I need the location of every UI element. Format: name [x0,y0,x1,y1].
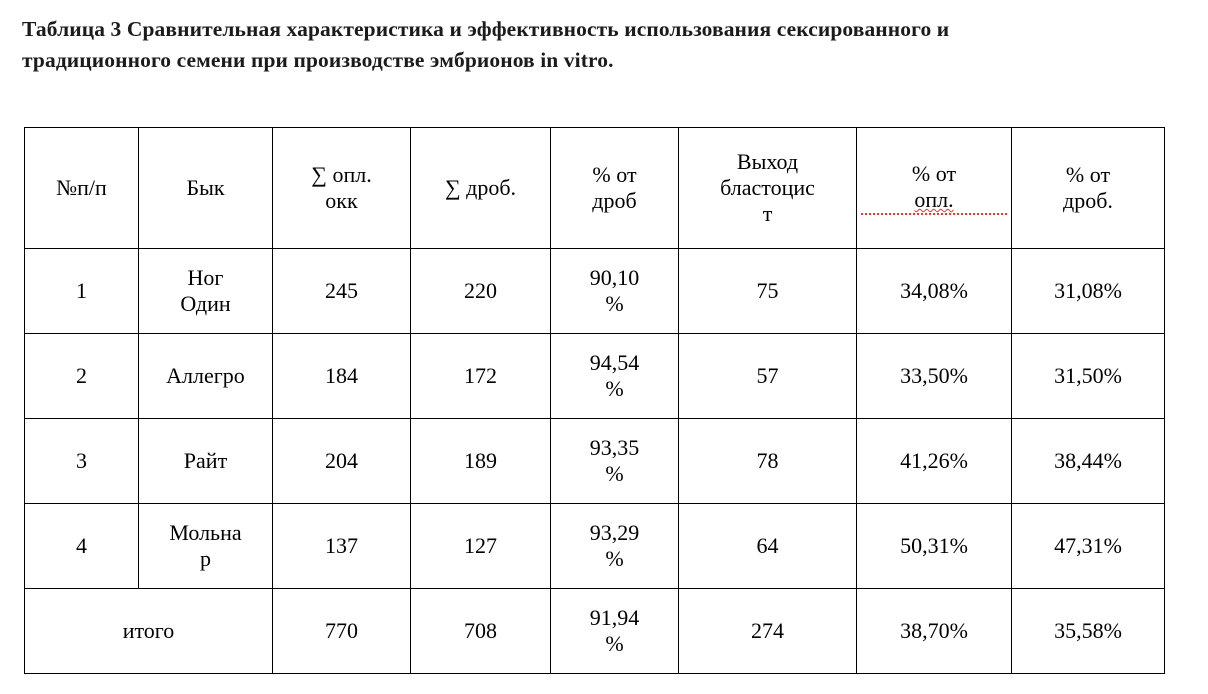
cell-bull [139,504,273,589]
table-row [25,334,1165,419]
cell-percent-from-cleaved: 31,08% [1012,249,1165,334]
cell-percent-of-cleaved-value: 90,10 [589,265,640,291]
cell-total-percent-from-fertilized: 38,70% [857,589,1012,674]
header-cell-sum-fertilized [273,128,411,249]
cell-percent-from-fertilized: 50,31% [857,504,1012,589]
cell-percent-from-fertilized: 33,50% [857,334,1012,419]
cell-bull-line-1: Ног [187,265,224,291]
table-container [22,127,1186,674]
cell-percent-from-cleaved: 47,31% [1012,504,1165,589]
cell-sum-fertilized: 184 [273,334,411,419]
cell-percent-of-cleaved [551,419,679,504]
header-label-percent-of-fertilized-1: % от [911,161,957,187]
cell-bull-line-2: р [200,546,211,572]
header-cell-sum-cleaved [411,128,551,249]
cell-total-label: итого [25,589,273,674]
cell-blastocysts: 78 [679,419,857,504]
cell-sum-cleaved: 189 [411,419,551,504]
cell-number: 4 [25,504,139,589]
cell-sum-cleaved: 127 [411,504,551,589]
cell-percent-of-cleaved [551,504,679,589]
header-label-blastocyst-1: Выход [736,149,799,175]
header-label-percent-of-cleaved-2: дроб [592,188,637,214]
cell-percent-from-cleaved: 31,50% [1012,334,1165,419]
cell-total-percent-value: 91,94 [589,605,640,631]
cell-percent-of-cleaved [551,249,679,334]
comparison-table [24,127,1165,674]
cell-percent-of-cleaved-sign: % [605,546,624,572]
cell-total-percent-from-cleaved: 35,58% [1012,589,1165,674]
cell-sum-fertilized: 137 [273,504,411,589]
table-row [25,419,1165,504]
cell-percent-of-cleaved-value: 93,29 [589,520,640,546]
caption-line-2: традиционного семени при производстве эмбрионов in vitro. [22,47,614,72]
cell-total-percent-sign: % [605,631,624,657]
header-cell-percent-of-cleaved-2 [1012,128,1165,249]
cell-percent-of-cleaved-value: 93,35 [589,435,640,461]
header-cell-number [25,128,139,249]
cell-sum-fertilized: 245 [273,249,411,334]
table-body [25,249,1165,674]
cell-bull-line-1: Мольна [169,520,242,546]
cell-total-sum-fertilized: 770 [273,589,411,674]
header-row [25,128,1165,249]
header-label-blastocyst-2: бластоцис [720,175,815,201]
header-label-percent-of-fertilized-2: опл. [861,187,1007,215]
cell-percent-from-fertilized: 34,08% [857,249,1012,334]
header-cell-bull [139,128,273,249]
cell-sum-fertilized: 204 [273,419,411,504]
cell-percent-of-cleaved-sign: % [605,461,624,487]
cell-number: 3 [25,419,139,504]
cell-percent-of-cleaved [551,334,679,419]
cell-percent-from-cleaved: 38,44% [1012,419,1165,504]
cell-blastocysts: 57 [679,334,857,419]
header-label-number: №п/п [56,175,107,201]
caption-line-1: Таблица 3 Сравнительная характеристика и эффективность использования сексированного и [22,17,950,41]
table-caption [22,14,1182,75]
header-label-percent-of-cleaved2-1: % от [1065,162,1111,188]
header-cell-percent-of-cleaved [551,128,679,249]
cell-blastocysts: 64 [679,504,857,589]
cell-blastocysts: 75 [679,249,857,334]
header-label-sum-fertilized-1: ∑ опл. [311,162,372,188]
cell-total-sum-cleaved: 708 [411,589,551,674]
header-cell-blastocyst-yield [679,128,857,249]
cell-percent-of-cleaved-sign: % [605,291,624,317]
table-row [25,249,1165,334]
cell-bull-line-1: Аллегро [166,363,245,389]
cell-bull-line-1: Райт [183,448,228,474]
header-label-percent-of-cleaved2-2: дроб. [1063,188,1113,214]
table-row [25,504,1165,589]
header-label-sum-cleaved: ∑ дроб. [444,175,517,201]
cell-bull [139,334,273,419]
header-cell-percent-of-fertilized [857,128,1012,249]
cell-percent-of-cleaved-sign: % [605,376,624,402]
table-header [25,128,1165,249]
cell-bull [139,249,273,334]
cell-bull [139,419,273,504]
cell-percent-from-fertilized: 41,26% [857,419,1012,504]
cell-sum-cleaved: 172 [411,334,551,419]
header-label-sum-fertilized-2: окк [325,188,358,214]
cell-total-blastocysts: 274 [679,589,857,674]
header-label-blastocyst-3: т [762,201,773,226]
header-label-bull: Бык [186,175,225,201]
cell-percent-of-cleaved-value: 94,54 [589,350,640,376]
cell-bull-line-2: Один [180,291,231,317]
table-total-row [25,589,1165,674]
header-label-percent-of-cleaved-1: % от [592,162,637,188]
cell-number: 2 [25,334,139,419]
cell-sum-cleaved: 220 [411,249,551,334]
cell-total-percent-of-cleaved [551,589,679,674]
cell-number: 1 [25,249,139,334]
